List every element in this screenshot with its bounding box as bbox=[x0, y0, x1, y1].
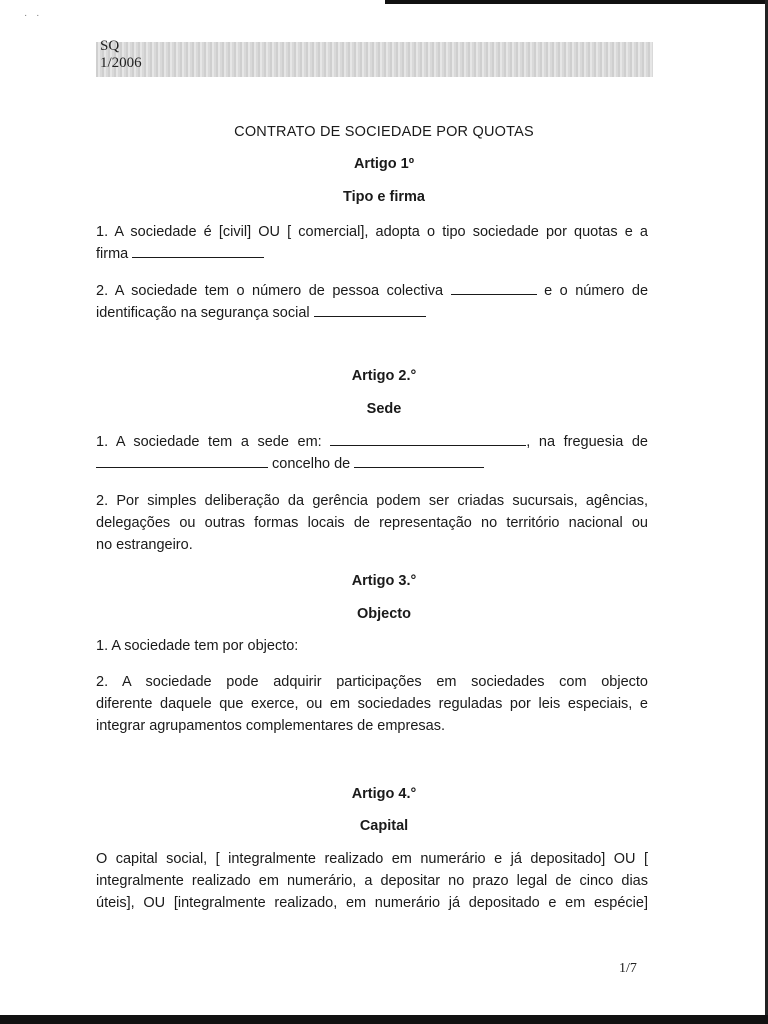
article-1-heading: Artigo 1º bbox=[353, 156, 415, 172]
article-1-paragraph-2 bbox=[96, 280, 648, 324]
blank-line bbox=[451, 282, 537, 295]
text-fragment: , na freguesia de bbox=[526, 434, 648, 450]
text-fragment: 1. A sociedade tem a sede em: bbox=[96, 434, 322, 450]
article-3-paragraph-2 bbox=[96, 671, 648, 737]
text-line: 1. A sociedade tem por objecto: bbox=[96, 638, 299, 654]
document-code-line1: SQ bbox=[100, 38, 120, 54]
article-1-subheading: Tipo e firma bbox=[343, 189, 425, 205]
blank-line bbox=[330, 433, 526, 446]
document-code-line2: 1/2006 bbox=[100, 55, 142, 71]
text-line bbox=[96, 280, 648, 302]
text-line: integralmente realizado em numerário, a depositar no prazo legal de cinco dias bbox=[96, 873, 648, 889]
text-fragment: concelho de bbox=[272, 456, 351, 472]
scan-edge-bottom bbox=[0, 1015, 768, 1024]
scan-specks: · · bbox=[24, 10, 43, 21]
document-title: CONTRATO DE SOCIEDADE POR QUOTAS bbox=[234, 124, 534, 140]
blank-line bbox=[354, 455, 484, 468]
text-line bbox=[96, 302, 648, 324]
text-line bbox=[96, 453, 648, 475]
article-4-subheading: Capital bbox=[359, 818, 409, 834]
page-number: 1/7 bbox=[619, 961, 637, 976]
document-code bbox=[100, 38, 142, 72]
blank-line bbox=[314, 304, 426, 317]
blank-line bbox=[96, 455, 268, 468]
text-fragment: e o número de bbox=[544, 283, 649, 299]
text-line: no estrangeiro. bbox=[96, 537, 193, 553]
text-line: 2. Por simples deliberação da gerência podem ser criadas sucursais, agências, bbox=[96, 493, 648, 509]
article-3-heading: Artigo 3.° bbox=[351, 573, 417, 589]
text-line: O capital social, [ integralmente realizado em numerário e já depositado] OU [ bbox=[96, 851, 648, 867]
blank-line bbox=[132, 245, 264, 258]
article-3-paragraph-1 bbox=[96, 635, 648, 657]
article-2-subheading: Sede bbox=[366, 401, 402, 417]
article-2-paragraph-1 bbox=[96, 431, 648, 475]
text-line bbox=[96, 243, 648, 265]
article-4-heading: Artigo 4.° bbox=[351, 786, 417, 802]
text-fragment: 2. A sociedade tem o número de pessoa colectiva bbox=[96, 283, 444, 299]
article-2-heading: Artigo 2.° bbox=[351, 368, 417, 384]
article-4-paragraph-1 bbox=[96, 848, 648, 914]
text-line: integrar agrupamentos complementares de empresas. bbox=[96, 718, 445, 734]
text-line: úteis], OU [integralmente realizado, em numerário já depositado e em espécie] bbox=[96, 895, 648, 911]
text-line: delegações ou outras formas locais de representação no território nacional ou bbox=[96, 515, 648, 531]
scan-edge-top bbox=[385, 0, 768, 4]
article-3-subheading: Objecto bbox=[357, 606, 411, 622]
text-line: 2. A sociedade pode adquirir participações em sociedades com objecto bbox=[96, 674, 648, 690]
text-fragment: firma bbox=[96, 246, 129, 262]
article-2-paragraph-2 bbox=[96, 490, 648, 556]
text-line bbox=[96, 431, 648, 453]
header-band bbox=[96, 42, 653, 77]
text-fragment: identificação na segurança social bbox=[96, 305, 310, 321]
text-line: 1. A sociedade é [civil] OU [ comercial], adopta o tipo sociedade por quotas e a bbox=[96, 224, 648, 240]
text-line: diferente daquele que exerce, ou em sociedades reguladas por leis especiais, e bbox=[96, 696, 648, 712]
article-1-paragraph-1 bbox=[96, 221, 648, 265]
